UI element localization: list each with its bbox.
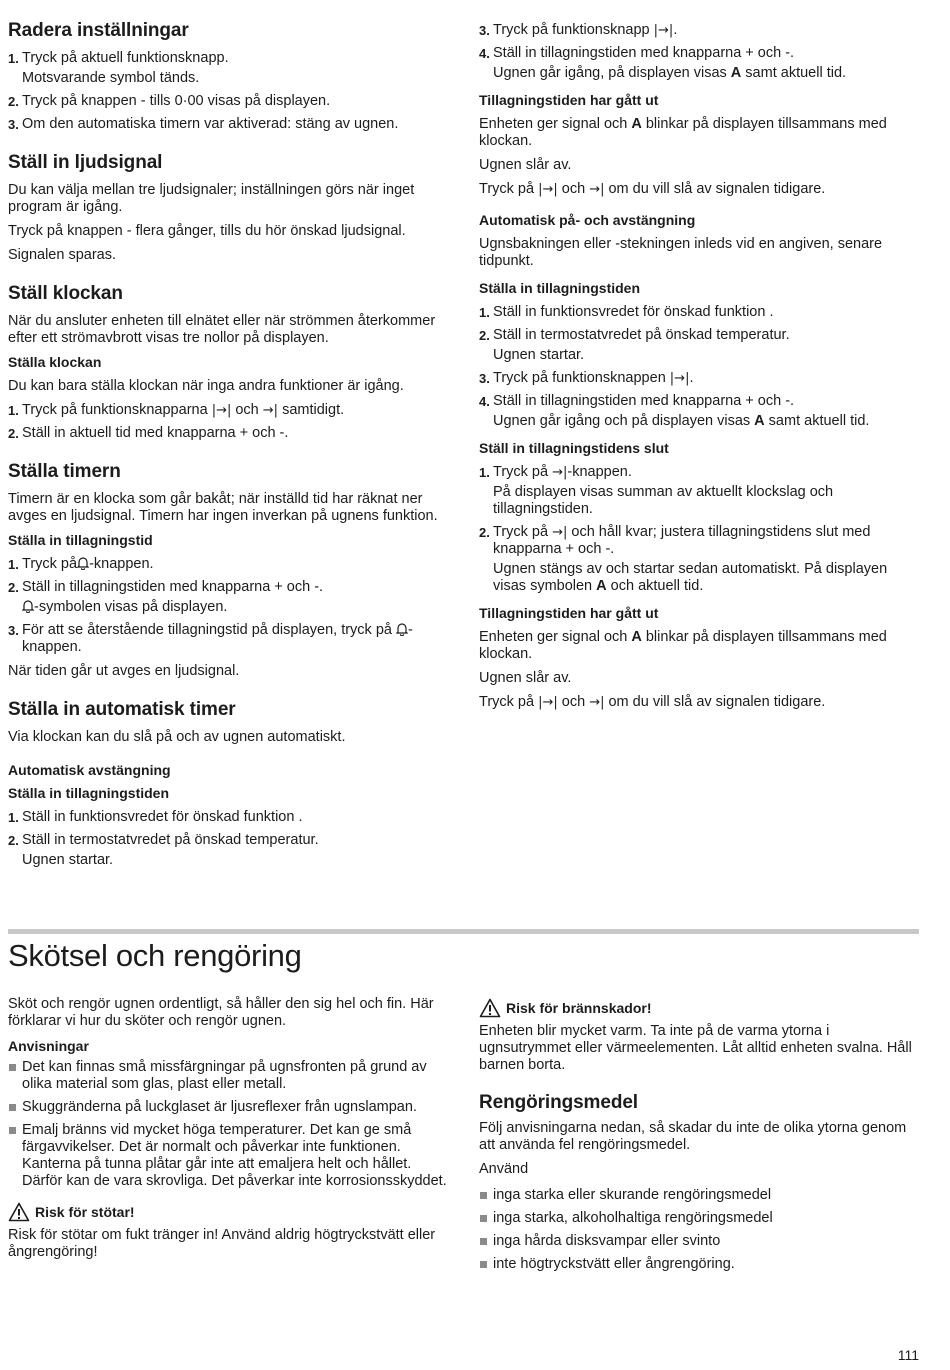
step-number: 3. bbox=[479, 371, 490, 386]
warning-brannskador bbox=[479, 998, 924, 1018]
paragraph: Du kan välja mellan tre ljudsignaler; inställningen görs när inget program är igång. bbox=[8, 182, 415, 215]
step-text: Ställ in aktuell tid med knapparna + och -. bbox=[22, 425, 289, 441]
paragraph: När du ansluter enheten till elnätet eller när strömmen återkommer efter ett strömavbrott visas tre nollor på displayen. bbox=[8, 313, 436, 346]
list-item: Emalj bränns vid mycket höga temperaturer. Det kan ge små färgavvikelser. Det är normalt och påverkar inte funktionen. Kanterna på tunna plåtar går inte att emaljera helt och hållet. Därför kan de vara skrovliga. Det påverkar inte korrosionsskyddet. bbox=[8, 1122, 453, 1190]
step-number: 2. bbox=[479, 525, 490, 540]
section-gatt-ut-1 bbox=[479, 92, 924, 198]
text: Tryck på bbox=[479, 694, 539, 710]
display-symbol-a: A bbox=[730, 65, 742, 81]
step-number: 1. bbox=[8, 810, 19, 825]
step bbox=[479, 393, 924, 430]
text: Tryck på bbox=[479, 181, 539, 197]
step-text: Ställ in termostatvredet på önskad temperatur. bbox=[22, 832, 319, 848]
subheading-tillagningstiden: Ställa in tillagningstiden bbox=[8, 785, 170, 801]
text: Ugnen går igång och på displayen visas bbox=[493, 413, 755, 429]
text: samt aktuell tid. bbox=[741, 65, 847, 81]
steps-timern bbox=[8, 556, 453, 656]
step-number: 3. bbox=[8, 623, 19, 638]
warning-title: Risk för stötar! bbox=[35, 1204, 135, 1220]
step-subtext bbox=[493, 65, 924, 82]
text: om du vill slå av signalen tidigare. bbox=[604, 181, 826, 197]
step-subtext: Motsvarande symbol tänds. bbox=[22, 70, 200, 86]
step-text: Tryck på bbox=[493, 524, 553, 540]
step-subtext: Ugnen startar. bbox=[22, 852, 114, 868]
step-text: och bbox=[231, 402, 263, 418]
subheading-anvisningar: Anvisningar bbox=[8, 1038, 89, 1054]
paragraph: Ugnen slår av. bbox=[479, 157, 572, 173]
step-text: Tryck på funktionsknapparna bbox=[22, 402, 212, 418]
list-item: inga starka, alkoholhaltiga rengöringsmedel bbox=[479, 1210, 924, 1227]
section-klockan bbox=[8, 281, 453, 442]
list-item: inga hårda disksvampar eller svinto bbox=[479, 1233, 924, 1250]
duration-icon: |→| bbox=[538, 695, 558, 710]
text: Enheten ger signal och bbox=[479, 629, 632, 645]
text: Ugnen går igång, på displayen visas bbox=[493, 65, 731, 81]
subheading-auto-pa-av: Automatisk på- och avstängning bbox=[479, 212, 696, 228]
duration-icon: |→| bbox=[653, 23, 674, 38]
step-text: Tryck på knappen - tills 0·00 visas på displayen. bbox=[22, 93, 331, 109]
paragraph: Använd bbox=[479, 1161, 529, 1177]
step bbox=[479, 327, 924, 364]
section-auto-pa-av bbox=[479, 212, 924, 430]
list-item: inte högtryckstvätt eller ångrengöring. bbox=[479, 1256, 924, 1273]
step-text: Tryck på bbox=[22, 556, 78, 572]
steps-slut bbox=[479, 464, 924, 595]
step-number: 1. bbox=[8, 403, 19, 418]
paragraph bbox=[479, 181, 924, 198]
step-number: 1. bbox=[479, 305, 490, 320]
text: blinkar på displayen tillsammans med klockan. bbox=[479, 629, 887, 662]
text: samt aktuell tid. bbox=[764, 413, 870, 429]
step bbox=[8, 402, 453, 419]
steps-auto bbox=[8, 809, 453, 869]
paragraph: Följ anvisningarna nedan, så skadar du inte de olika ytorna genom att använda fel rengöringsmedel. bbox=[479, 1120, 907, 1153]
end-time-icon: →| bbox=[262, 403, 279, 418]
section-auto-timer bbox=[8, 697, 453, 869]
page-number: 111 bbox=[897, 1347, 919, 1363]
heading-ljudsignal: Ställ in ljudsignal bbox=[8, 152, 163, 173]
step-text: samtidigt. bbox=[278, 402, 345, 418]
step-number: 2. bbox=[8, 833, 19, 848]
list-item: Det kan finnas små missfärgningar på ugnsfronten på grund av olika material som glas, plast eller metall. bbox=[8, 1059, 453, 1093]
step-text: För att se återstående tillagningstid på displayen, tryck på bbox=[22, 622, 396, 638]
section-timern bbox=[8, 459, 453, 680]
end-time-icon: →| bbox=[589, 695, 605, 710]
skotsel-left-column bbox=[8, 996, 453, 1268]
rengoringsmedel-list bbox=[479, 1187, 924, 1273]
duration-icon: |→| bbox=[669, 371, 690, 386]
steps-continued bbox=[479, 22, 924, 82]
warning-triangle-icon bbox=[479, 998, 501, 1018]
list-item: Skuggränderna på luckglaset är ljusreflexer från ugnslampan. bbox=[8, 1099, 453, 1116]
paragraph: Enheten blir mycket varm. Ta inte på de varma ytorna i ugnsutrymmet eller värmeelementen. Låt alltid enheten svalna. Håll barnen borta. bbox=[479, 1023, 912, 1073]
text: Ugnen stängs av och startar sedan automatiskt. På displayen visas symbolen bbox=[493, 561, 888, 594]
step-number: 2. bbox=[479, 328, 490, 343]
subheading-tillagningstiden: Ställa in tillagningstiden bbox=[479, 280, 641, 296]
step bbox=[479, 45, 924, 82]
step-number: 4. bbox=[479, 46, 490, 61]
list-item: inga starka eller skurande rengöringsmedel bbox=[479, 1187, 924, 1204]
text: och bbox=[557, 181, 590, 197]
step-text: Ställ in funktionsvredet för önskad funktion . bbox=[493, 304, 774, 320]
step bbox=[8, 832, 453, 869]
heading-timern: Ställa timern bbox=[8, 461, 121, 482]
heading-klockan: Ställ klockan bbox=[8, 283, 123, 304]
paragraph: Risk för stötar om fukt tränger in! Använd aldrig högtryckstvätt eller ångrengöring! bbox=[8, 1227, 436, 1260]
subheading-stalla-klockan: Ställa klockan bbox=[8, 354, 102, 370]
paragraph: Ugnen slår av. bbox=[479, 670, 572, 686]
text: Enheten ger signal och bbox=[479, 116, 632, 132]
step-text: Tryck på funktionsknappen bbox=[493, 370, 670, 386]
steps-auto-pa bbox=[479, 304, 924, 430]
step bbox=[479, 464, 924, 518]
step bbox=[8, 93, 453, 110]
step-text: Ställ in termostatvredet på önskad temperatur. bbox=[493, 327, 790, 343]
display-symbol-a: A bbox=[596, 578, 607, 594]
step-number: 1. bbox=[479, 465, 490, 480]
bell-icon bbox=[396, 622, 408, 636]
end-time-icon: →| bbox=[552, 465, 568, 480]
step-number: 1. bbox=[8, 557, 19, 572]
step bbox=[8, 556, 453, 573]
section-slut bbox=[479, 440, 924, 595]
step-text: Tryck på bbox=[493, 464, 553, 480]
left-column bbox=[8, 18, 453, 876]
steps-klockan bbox=[8, 402, 453, 442]
paragraph: Ugnsbakningen eller -stekningen inleds vid en angiven, senare tidpunkt. bbox=[479, 236, 883, 269]
text: och aktuell tid. bbox=[606, 578, 704, 594]
step-subtext: Ugnen startar. bbox=[493, 347, 585, 363]
subheading-slut: Ställ in tillagningstidens slut bbox=[479, 440, 669, 456]
paragraph bbox=[479, 629, 924, 663]
section-divider bbox=[8, 929, 919, 934]
step-text: och håll kvar; justera tillagningstidens slut med knapparna + och -. bbox=[493, 524, 871, 557]
step-text: Ställ in funktionsvredet för önskad funktion . bbox=[22, 809, 303, 825]
step-number: 3. bbox=[479, 23, 490, 38]
paragraph: Tryck på knappen - flera gånger, tills du hör önskad ljudsignal. bbox=[8, 223, 406, 239]
skotsel-right-column bbox=[479, 998, 924, 1279]
text: och bbox=[557, 694, 590, 710]
step bbox=[8, 579, 453, 616]
paragraph: Signalen sparas. bbox=[8, 247, 117, 263]
bell-icon bbox=[77, 556, 89, 570]
step-text: Om den automatiska timern var aktiverad: stäng av ugnen. bbox=[22, 116, 399, 132]
subheading-automatisk-avstangning: Automatisk avstängning bbox=[8, 762, 171, 778]
step-subtext-text: -symbolen visas på displayen. bbox=[34, 599, 228, 615]
paragraph: Sköt och rengör ugnen ordentligt, så håller den sig hel och fin. Här förklarar vi hur du sköter och rengör ugnen. bbox=[8, 996, 434, 1029]
display-symbol-a: A bbox=[631, 116, 642, 132]
section-radera bbox=[8, 18, 453, 133]
step-text: . bbox=[673, 22, 678, 38]
step bbox=[8, 622, 453, 656]
step-number: 2. bbox=[8, 94, 19, 109]
step-text: . bbox=[689, 370, 694, 386]
paragraph: Timern är en klocka som går bakåt; när inställd tid har räknat ner avges en ljudsignal. Timern har ingen inverkan på ugnens funktion. bbox=[8, 491, 438, 524]
display-symbol-a: A bbox=[754, 413, 765, 429]
bell-icon bbox=[22, 599, 34, 613]
section-gatt-ut-2 bbox=[479, 605, 924, 711]
step bbox=[8, 425, 453, 442]
step-text: -knappen. bbox=[567, 464, 632, 480]
text: blinkar på displayen tillsammans med klockan. bbox=[479, 116, 887, 149]
step-subtext bbox=[493, 561, 924, 595]
end-time-icon: →| bbox=[552, 525, 568, 540]
step-number: 3. bbox=[8, 117, 19, 132]
step-number: 1. bbox=[8, 51, 19, 66]
step bbox=[8, 50, 453, 87]
paragraph bbox=[479, 694, 924, 711]
anvisningar-list bbox=[8, 1059, 453, 1190]
step bbox=[8, 116, 453, 133]
paragraph: När tiden går ut avges en ljudsignal. bbox=[8, 663, 240, 679]
text: om du vill slå av signalen tidigare. bbox=[604, 694, 826, 710]
step-text: Tryck på funktionsknapp bbox=[493, 22, 654, 38]
section-title-skotsel: Skötsel och rengöring bbox=[8, 938, 302, 973]
step bbox=[479, 304, 924, 321]
right-column bbox=[479, 22, 924, 718]
subheading-gatt-ut: Tillagningstiden har gått ut bbox=[479, 92, 659, 108]
warning-stotar bbox=[8, 1202, 453, 1222]
step-text: -knappen. bbox=[22, 622, 413, 655]
step-subtext: På displayen visas summan av aktuellt klockslag och tillagningstiden. bbox=[493, 484, 834, 517]
step bbox=[479, 22, 924, 39]
step-text: Ställ in tillagningstiden med knapparna + och -. bbox=[22, 579, 324, 595]
duration-icon: |→| bbox=[538, 182, 558, 197]
paragraph: Via klockan kan du slå på och av ugnen automatiskt. bbox=[8, 729, 346, 745]
step-text: Ställ in tillagningstiden med knapparna + och -. bbox=[493, 393, 795, 409]
step-subtext bbox=[493, 413, 924, 430]
step-subtext bbox=[22, 599, 453, 616]
warning-title: Risk för brännskador! bbox=[506, 1000, 652, 1016]
display-symbol-a: A bbox=[631, 629, 642, 645]
heading-auto-timer: Ställa in automatisk timer bbox=[8, 699, 236, 720]
steps-radera bbox=[8, 50, 453, 133]
step-text: Tryck på aktuell funktionsknapp. bbox=[22, 50, 229, 66]
heading-rengoringsmedel: Rengöringsmedel bbox=[479, 1092, 638, 1113]
paragraph: Du kan bara ställa klockan när inga andra funktioner är igång. bbox=[8, 378, 404, 394]
end-time-icon: →| bbox=[589, 182, 605, 197]
section-ljudsignal bbox=[8, 150, 453, 264]
heading-radera: Radera inställningar bbox=[8, 20, 189, 41]
step-number: 4. bbox=[479, 394, 490, 409]
subheading-gatt-ut: Tillagningstiden har gått ut bbox=[479, 605, 659, 621]
step-number: 2. bbox=[8, 580, 19, 595]
paragraph bbox=[479, 116, 924, 150]
step-text: -knappen. bbox=[89, 556, 154, 572]
step bbox=[479, 370, 924, 387]
duration-icon: |→| bbox=[211, 403, 232, 418]
step-text: Ställ in tillagningstiden med knapparna + och -. bbox=[493, 45, 795, 61]
step bbox=[8, 809, 453, 826]
subheading-tillagningstid: Ställa in tillagningstid bbox=[8, 532, 153, 548]
step bbox=[479, 524, 924, 595]
step-number: 2. bbox=[8, 426, 19, 441]
warning-triangle-icon bbox=[8, 1202, 30, 1222]
